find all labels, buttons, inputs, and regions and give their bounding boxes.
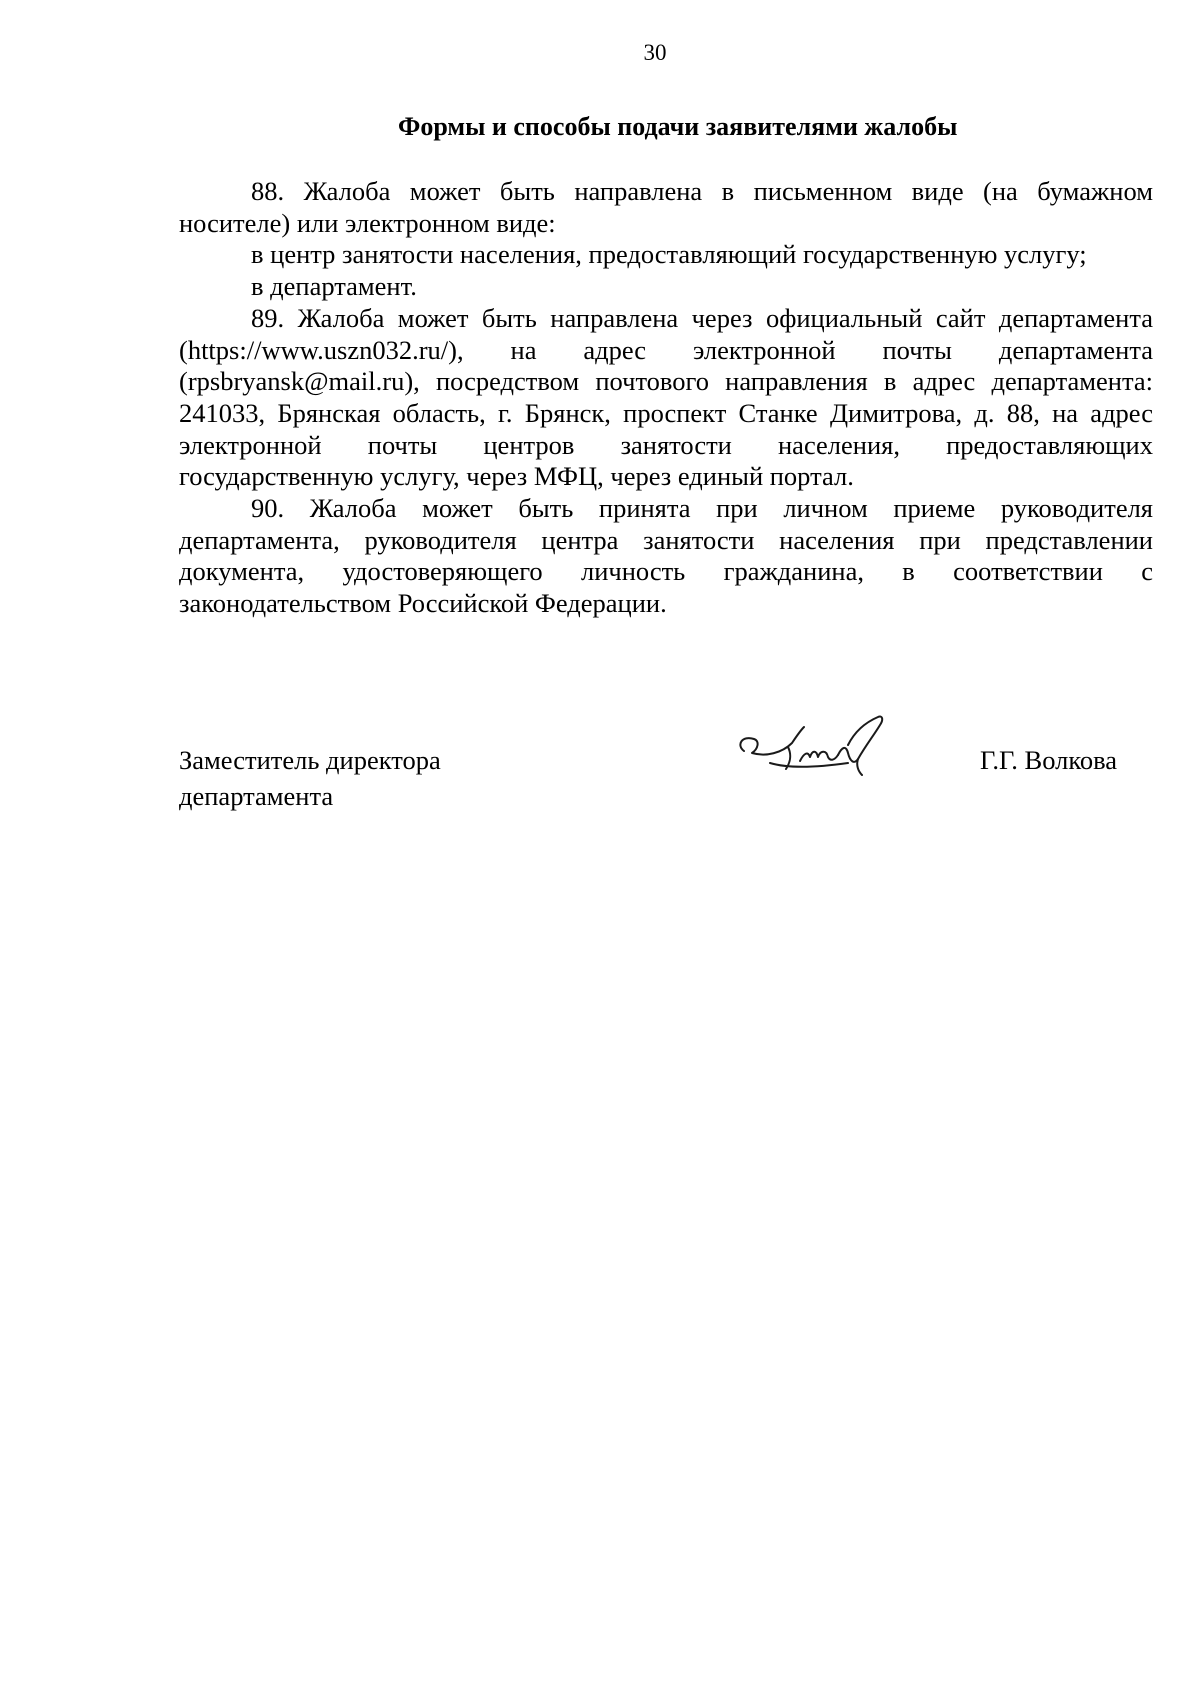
signatory-position-line1: Заместитель директора [179, 745, 441, 775]
list-item-department: в департамент. [251, 271, 417, 302]
signatory-position [179, 742, 441, 814]
document-body [179, 176, 1153, 620]
paragraph-88: 88. Жалоба может быть направлена в письменном виде (на бумажном носителе) или электронном виде: [179, 176, 1153, 238]
handwritten-signature [730, 703, 900, 791]
signatory-position-line2: департамента [179, 781, 334, 811]
list-item-employment-center: в центр занятости населения, предоставляющий государственную услугу; [251, 239, 1087, 270]
section-title: Формы и способы подачи заявителями жалобы [398, 112, 958, 141]
paragraph-89: 89. Жалоба может быть направлена через официальный сайт департамента (https://www.uszn032.ru/), на адрес электронной почты департамента (rpsbryansk@mail.ru), посредством почтового направления в адрес департамента: 241033, Брянская область, г. Брянск, проспект Станке Димитрова, д. 88, на адрес электронной почты центров занятости населения, предоставляющих государственную услугу, через МФЦ, через единый портал. [179, 302, 1153, 492]
page-number: 30 [643, 40, 667, 65]
signatory-name: Г.Г. Волкова [980, 745, 1118, 775]
paragraph-90: 90. Жалоба может быть принята при личном приеме руководителя департамента, руководителя центра занятости населения при представлении документа, удостоверяющего личность гражданина, в соответствии с законодательством Российской Федерации. [179, 493, 1153, 619]
